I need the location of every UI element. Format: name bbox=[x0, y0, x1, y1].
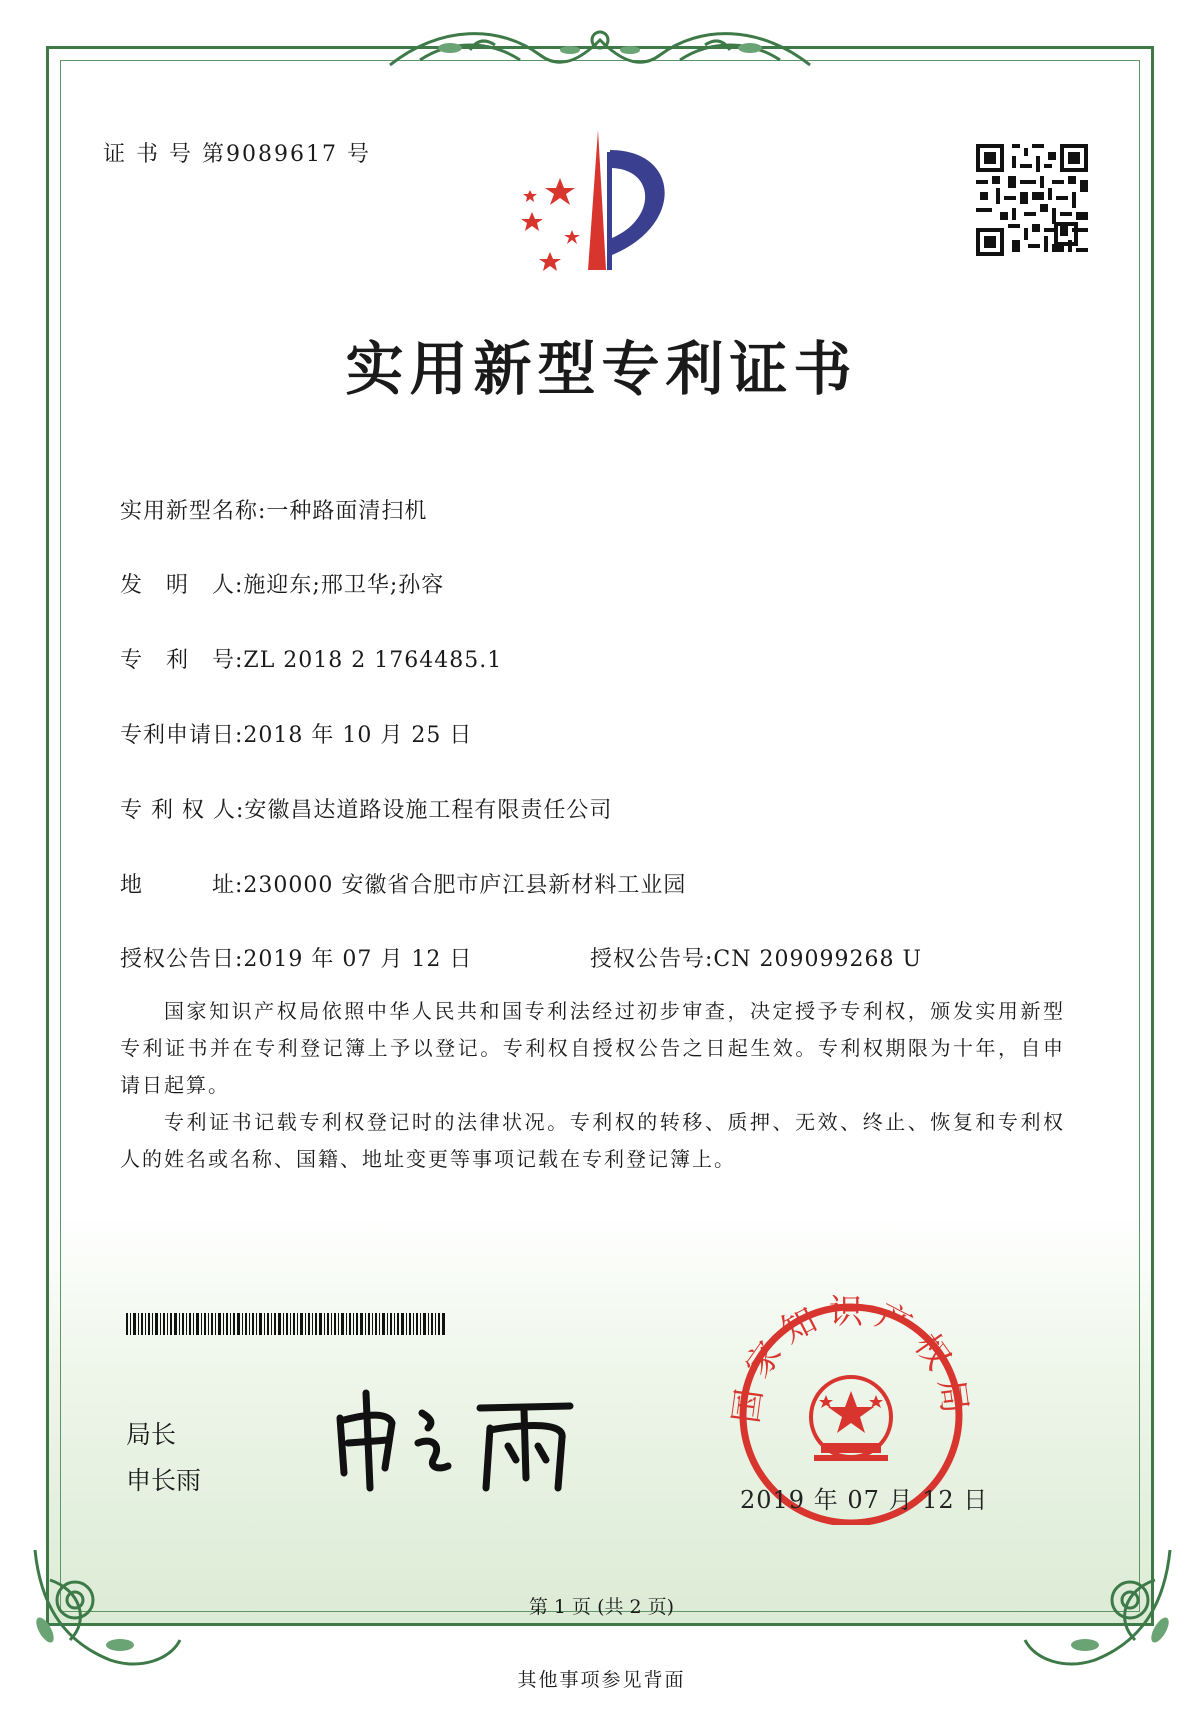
field-inventor bbox=[120, 568, 444, 599]
handwritten-signature bbox=[330, 1388, 590, 1502]
field-label: 地 址: bbox=[120, 873, 244, 898]
field-value: 230000 安徽省合肥市庐江县新材料工业园 bbox=[243, 873, 687, 898]
svg-text:国家知识产权局: 国家知识产权局 bbox=[726, 1295, 976, 1426]
field-value: 2018 年 10 月 25 日 bbox=[243, 723, 473, 748]
field-grant-number bbox=[590, 942, 922, 973]
field-grant-date bbox=[120, 942, 472, 973]
qr-code-icon bbox=[976, 144, 1088, 260]
field-value: ZL 2018 2 1764485.1 bbox=[243, 648, 503, 673]
field-label: 专 利 号: bbox=[120, 648, 244, 673]
field-value: 2019 年 07 月 12 日 bbox=[243, 947, 473, 972]
field-value: 施迎东;邢卫华;孙容 bbox=[243, 573, 445, 598]
barcode-icon bbox=[126, 1313, 446, 1339]
director-title: 局长 bbox=[126, 1420, 177, 1449]
director-name: 申长雨 bbox=[126, 1466, 202, 1495]
field-label: 实用新型名称: bbox=[120, 499, 267, 524]
field-filing-date bbox=[120, 718, 472, 749]
field-value: 安徽昌达道路设施工程有限责任公司 bbox=[244, 798, 613, 823]
field-address bbox=[120, 868, 686, 899]
certificate-number-value: 9089617 bbox=[225, 142, 338, 167]
field-patent-number bbox=[120, 643, 502, 674]
body-paragraph-1: 国家知识产权局依照中华人民共和国专利法经过初步审查，决定授予专利权，颁发实用新型专利证书并在专利登记簿上予以登记。专利权自授权公告之日起生效。专利权期限为十年，自申请日起算。 bbox=[120, 999, 1065, 1097]
patent-office-emblem-icon bbox=[510, 130, 690, 284]
certificate-number bbox=[103, 137, 371, 168]
field-label: 发 明 人: bbox=[120, 573, 244, 598]
body-paragraph-2: 专利证书记载专利权登记时的法律状况。专利权的转移、质押、无效、终止、恢复和专利权人的姓名或名称、国籍、地址变更等事项记载在专利登记簿上。 bbox=[120, 1110, 1065, 1171]
top-ornament bbox=[380, 20, 820, 80]
footer-note: 其他事项参见背面 bbox=[517, 1669, 686, 1691]
field-patentee bbox=[120, 793, 612, 824]
field-utility-model-name bbox=[120, 494, 427, 525]
page-number: 第 1 页 (共 2 页) bbox=[528, 1596, 675, 1618]
certificate-inner-border bbox=[60, 60, 1140, 1612]
field-label: 授权公告日: bbox=[120, 947, 244, 972]
seal-date: 2019 年 07 月 12 日 bbox=[740, 1486, 989, 1514]
director-block bbox=[126, 1412, 201, 1504]
certificate-title: 实用新型专利证书 bbox=[345, 335, 858, 403]
certificate-number-suffix: 号 bbox=[346, 142, 371, 167]
field-value: CN 209099268 U bbox=[713, 947, 923, 972]
certificate-number-label: 证 书 号 第 bbox=[103, 142, 226, 167]
field-label: 专利申请日: bbox=[120, 723, 244, 748]
field-label: 专 利 权 人: bbox=[120, 798, 245, 823]
field-label: 授权公告号: bbox=[590, 947, 714, 972]
field-value: 一种路面清扫机 bbox=[266, 499, 428, 524]
